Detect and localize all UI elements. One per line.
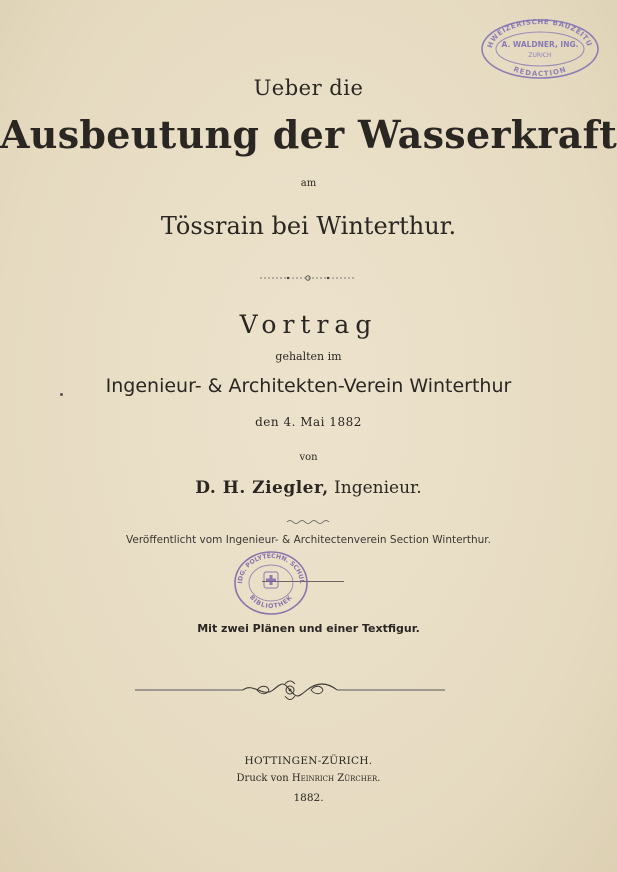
main-title: Ausbeutung der Wasserkraft [0, 112, 617, 157]
subtitle: Tössrain bei Winterthur. [160, 212, 457, 240]
imprint-city: HOTTINGEN-ZÜRICH. [244, 755, 373, 767]
editorial-stamp [478, 16, 602, 84]
large-ornament-divider [135, 678, 445, 708]
editorial-stamp-name: A. WALDNER, ING. [501, 40, 579, 49]
title-connector: am [300, 178, 317, 189]
author-role: Ingenieur. [334, 478, 422, 498]
swiss-cross-icon [264, 572, 278, 588]
imprint-year: 1882. [293, 792, 324, 804]
lecture-heading: Vortrag [239, 310, 378, 339]
author-name: D. H. Ziegler, [195, 478, 329, 498]
imprint-printer [0, 773, 617, 784]
plans-note: Mit zwei Plänen und einer Textfigur. [197, 622, 420, 635]
printer-name: Heinrich Zürcher. [291, 773, 381, 784]
editorial-stamp-city: ZÜRICH [528, 52, 552, 59]
author-line [0, 478, 617, 498]
held-at-label: gehalten im [275, 350, 342, 363]
by-label: von [299, 452, 318, 463]
printer-prefix: Druck von [236, 773, 289, 784]
editorial-stamp-top-text: HWEIZERISCHE BAUZEITU [486, 17, 594, 50]
editorial-stamp-bottom-text: REDACTION [512, 65, 568, 79]
library-stamp [232, 550, 310, 620]
pre-title: Ueber die [253, 76, 364, 100]
library-stamp-top-text: IDG. POLYTECHN. SCHUL [236, 552, 306, 584]
association-name: Ingenieur- & Architekten-Verein Winterthur [105, 375, 512, 397]
squiggle-divider [286, 510, 332, 529]
publication-note: Veröffentlicht vom Ingenieur- & Architectenverein Section Winterthur. [126, 534, 491, 546]
small-ornament-divider [258, 268, 358, 287]
library-stamp-bottom-text: BIBLIOTHEK [247, 593, 295, 611]
lecture-date: den 4. Mai 1882 [255, 415, 362, 429]
svg-text:BIBLIOTHEK [248, 594, 294, 610]
